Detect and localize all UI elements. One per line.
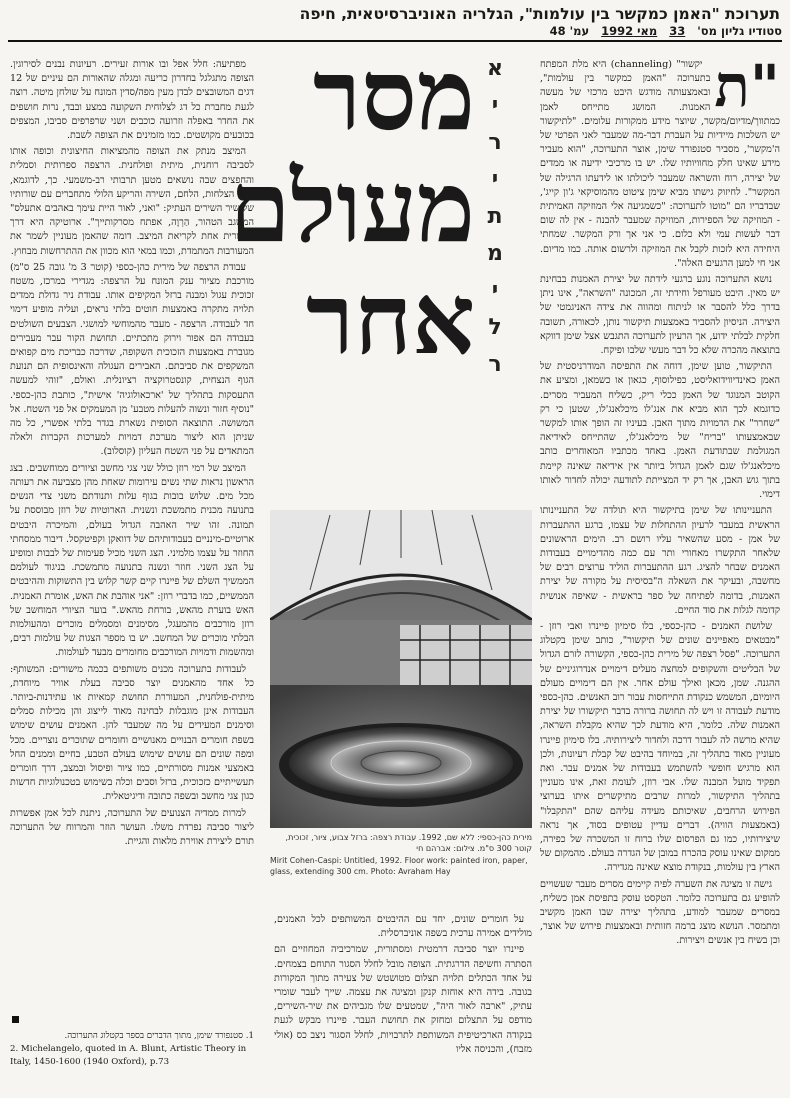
author-letter: ל [488, 315, 502, 340]
paragraph: מפתיעה: חלל אפל ובו אורות זעירים. רעיונות נבנים לסירוגין. הצופה מתגלגל בחדרון כריעה ומגלה שהאורות הם עיניים של 12 דגים המשובצים לבדן מעין מפה/סדין המונח על שולחן מיטה. רוצה לגעת מחברת כל דג לצלוחית השקועה במצע ובבד, נרות חושפים את החדר באפלה וזרועה כוכבים ושני שרפרפים סביבו, המצפים בכובעים מקושטים. כמו מזמינים את הצופה לשבת. [10, 59, 254, 142]
author-letter: י [491, 167, 499, 192]
caption-hebrew: מירית כהן-כספי: ללא שם, 1992. עבודת רצפה: ברזל צבוע, ציור, זכוכית, קוטר 300 ס"מ. צילום: אברהם חי [285, 833, 532, 853]
paragraph: נושא התערוכה נוגע ברגעי לידתה של יצירת האמנות בבחינת יש מאין. היבט מעורפל וחידתי זה, המכונה "השראה", אינו ניתן בדרך כלל להסבר או לניתוח ומהווה את צידה האניגמטי של היצירה. הניסיון להסביר באמצעות תיקשור נותן, לכאורה, תשובה חלקית לבלתי ידוע, אך הרעיון לתערוכה התגבש אצל שימן דווקא בתוצאה מהכרה שלא כל דבר מעשי שלבו ופיקח. [540, 274, 780, 357]
page-number: עמ' 48 [549, 24, 590, 38]
title-line: אחר [305, 262, 475, 377]
paragraph: גישה זו מציגה את השערה לפיה קיימים מסרים מעבר שעשויים להופיע גם בתערוכה כלומר. הטקסט עוסק בתפיסת אמן כשליח, במסרים שמעבר למודע, בתהליך יצירה שבו האמן מקשיב ומתמסר. הנושא מוצג ברמה חזותית ובאמצעות פירוש של אוצר, וכן בשיח בין אנשים ויצירות. [540, 878, 780, 947]
author-letter: מ [487, 241, 503, 266]
article-column-left [10, 58, 254, 1018]
paragraph: התיקשור, טוען שימן, דוחה את התפיסה המודרניסטית של האמן כאינדיווידואליסט, כפילוסוף, כגאון או כשמאן, ומציע את הקוטב המנוגד של האמן ככלי ריק, כשליח המעביר מסרים. כדוגמא לכך הוא מביא את אנג'לו מיכלאנג'לו, שטען כי רק "שחרר" את הדמויות מתוך האבן. בעיניו זה הופך אותו למקשר שבאמצעותו "בריח" של מיכלאנג'לו, שהתייחס לאידיאה המגולמת שבתודעת האמן. באחד מכתביו המאוחרים כותב מיכלאנג'לו שגם לאמן הגדול ביותר אין אידיאה שאינה קיימת בתוך גוש האבן, אך רק יד המצייתת לתודעה יכולה לחדור לאותו דימוי. [540, 361, 780, 501]
author-letter: א [486, 56, 504, 81]
page-header-title: תערוכת "האמן כמקשר בין עולמות", הגלריה האוניברסיטאית, חיפה [299, 5, 780, 23]
title-line: מסר [313, 38, 475, 153]
footnote: 2. Michelangelo, quoted in A. Blunt, Artistic Theory in Italy, 1450-1600 (1940 Oxford), p.73 [10, 1044, 247, 1067]
artwork-photo [270, 510, 532, 828]
photo-caption [270, 832, 532, 877]
author-byline [475, 56, 515, 496]
title-line: מעולם [229, 150, 475, 265]
drop-cap: "ת [714, 58, 780, 120]
author-letters [475, 56, 515, 377]
paragraph: לעבודות בתערוכה מכנים משותפים בכמה מישורים: המשותף: כל אחד מהאמנים יוצר סביבה בעלת אוויר מיוחדת, מיתית-פולחנית, המעוררת תחושת קמאיות או עתידנות-ביותר. העבודות אינן מוגבלות לבחינה מאוד לייצוג והן מכילות סמלים וסימנים המעידים על מה שמעבר להן. האמנים עושים שימוש בשפת חומרים הבנויים מאנושיים וחומרים שתוכרים נוצריים. מכל ומפה שונים הם עושים שימוש בעולם הטבע, בחיים וממנים החל באמצעי אמנות מסורתיים, כמו ציור ופיסול ובמצב, דרך חומרים תעשייתיים כזכוכית, ברזל וסבים וכלה בשימוש בטכנולוגיות חדשות כגון צגי מחשב ובשפה כתובה ודיגיטאלית. [10, 663, 254, 803]
studio-label: סטודיו גליון מס' [697, 24, 782, 38]
paragraph: עבודת הרצפה של מירית כהן-כספי (קוטר 3 מ' גובה 25 ס"מ) מורכבת מציור ענק המונח על הרצפה: מגדירי במרכז, משטח זכוכית עגול ומבנה ברזל המקיפים אותו. עבודת ניר גדולת ממדים תלויה מתקרה באמצעות חוטים בלתי נראים, ועליה מופיע דימוי חד לעבודה. הרצפה - מעבר מהמוחשי למושגי. הצבעים השולטים בעבודה הם אפור וירוק מתכתיים. תחושת הקור עבר מעבירים מגוברת באמצעות הזכוכית השקופה, שדרכה כבריכת מים קפואים המשקפים את סביבתם. האבירים העגולה והאינסופית הם תנועת הגוף הנצחית, קונסטרוקציה רציונלית. ואולם, "זוהי למעשה התעסקות בתהליך של 'ארכאולוגיה' אישית", כותבת כהן-כספי. "נוסיף חזור ונשוה להעלות מטבע' מן המעמקים אל פני השטח. אל המשושה. התוצאה הסופית נשארת בגדר בלתי אפשרי, כל מה שניתן הוא ליצור מערכת דמויות למערכות הקברות ולאלה המתאדים על פני השטח העליון (קוסלוב). [10, 261, 254, 458]
end-of-article-mark [12, 1016, 19, 1023]
page-header-meta [470, 24, 782, 38]
article-column-right [540, 58, 780, 1093]
article-title [229, 38, 475, 377]
paragraph: יקשור" (channeling) היא מלת המפתח בתערוכה "האמן כמקשר בין עולמות", ובאמצעותה מודגש היבט מרכזי של מעשה האמנות. המושג מתייחס לאמן כמתווך/מדיום/מקשר, שיוצר מידע ממקורות עלומים. "לתיקשור יש השלכות מיידיות על העברת דבר-מה שמעבר לאני הפרטי של ה'מקשר', מסביר סטנפורד שימן, אוצר התערוכה, "הוא מעביר מידע שאינו חלק מחוויותיו שלו. יש בו מרכיבי ידיעה או ממדים של יצירה, רוח והשראה שמעבר ליכולתו או לידעתו הרגילה של המקשר". לחיזוק גישתו מביא שימן ציטוט מהמוסיקאי ג'ון קייג', שבדבריו הם "מוטו לתערוכה: "כשמגיעה אלי המוזיקה האמיתית - המוזיקה של הספירות, המוזיקה שמעבר להבנה - אין לה שום דבר לעשות עמי ולא כלום. כי אני אך ורק המקשר. שמחתי היחידה היא לזכות לקבל את המוזיקה ולרשום אותה. כמו מדיום. אני חי למען הרגעים האלה". [540, 59, 780, 269]
paragraph: המיצב מנתק את הצופה מהמציאות החיצונית וכופה אותו לסביבה רוחנית, מיתית ופולחנית. הרצפה ספרותית וסמלית והחפצים שבה נושאים מטען תרבותי רב-משמעי. כך, לדוגמא, הדג, הצלחות, הלחם, השירה והריקע הלולי מתחברים עם שורותיו של שיר השירים העתיק: "ואני, לאור היית עימך באהבים אתעלס" המשגב הטהור, הַרְוֶה, אפתח מסרקותייך". ארוטיקה היא דרך אפשרית אחת לקריאת המיצב. דומה שהאמן מעוניין לשמר את המעורבות המתמדת, וכמו במאי הוא מכוון את ההתרחשות מבחוץ. [10, 146, 254, 257]
author-letter: י [491, 93, 499, 118]
paragraph: על חומרים שונים, יחד עם ההיבטים המשותפים לכל האמנים, מולידים אמירה ערכית בשפה אוניברסלית. [274, 914, 532, 940]
paragraph: התעניינותו של שימן בתיקשור היא תולדה של התעניינותו הראשית במעבר לרעיון ההתחלות של עצמו, ברגע ההתעברות של אמן - מסע שהשאיר עליו רושם רב. הימים הראשונים שלאחר התקשרו מאחורי ותר עם כמה מהדימויים בעבודות האמנים שבחר להציג. רגע ההתעברות הוליד ערוצים רבים של מחשבה, ובעיקר את השאלה ה"בסיסית על מקורה של יצירת האמנות, בדומה לפתיחה של ספר בראשית - שאיפה אנושית קדומה לגלות את סוד החיים. [540, 505, 780, 616]
author-letter: ר [488, 352, 502, 377]
footnotes [10, 1030, 254, 1090]
gallery-installation-image [270, 510, 532, 828]
author-letter: י [491, 278, 499, 303]
author-letter: ת [487, 204, 503, 229]
author-letter: ר [488, 130, 502, 155]
footnote: 1. סטנפורד שימן, מתוך הדברים בספר בקטלוג התערוכה. [64, 1031, 254, 1041]
issue-date: מאי 1992 [601, 24, 658, 38]
caption-english: Mirit Cohen-Caspi: Untitled, 1992. Floor work: painted iron, paper, glass, extending 300 cm. Photo: Avraham Hay [270, 856, 528, 876]
paragraph: פיינרו יוצר סביבה דרמטית ומסתורית, שמרכיביה המחוזיים הם הסתרה וחשיפה הדרגתית. הצופה מובל לחלל הסגור התוחם בצמחים. על אחד הכתלים תלויה תצלום מטושטש של צעירה מתוך המקורות בגובה. בידה היא אוחזת קנקן ומציגה את עצמה. שייך לעבר שומרי עתיק, "ארבה לאור היה", שמטעים שלו מגביהים את שיר-השירים, מודפס על התצלום ומחזק את תחושת העבר. פיינרו מבקש לגעת בנקודה הארכיטיפית המשותפת לתרבויות, לחלל הסגור ניצב כס (אולי מזבח), והכניסה אליו [274, 944, 532, 1055]
paragraph: שלושת האמנים - כהן-כספי, בלו סימיון פיינרו ואבי רוזן - "מבטאים מאפיינים שונים של תיקשור", כותב שימן בקטלוג התערוכה. "פסל רצפה של מירית כהן-כספי, הקשורה לזרם הגדול של הבליטים והשקופים למחצה מעלים דימויים אנדרוגיניים של ההגנה. שמן, מכאן ואילך עולם אחר. אין הם דימויים מעולם היומיום, המשמש כנקודת התייחסות עבור רוב האנשים. כהן-כספי מודעת לעבודה זו ויש לה תחושה ברורה בדבר תיקשורו של יצירת האמנות שלה. כלומר, היא מודעת לכך שהיא מקבלת השראה, שהיא מרשה לה לעבור דרכה ולחדור ליצירותיה. בלו סימיון פיינרו מעוניין מאוד בתהליך זה, במיוחד בהיבט של קבלת רעיונות, ולכן הוא מרגיש חופשי להשתמש בעבודות של אמנים עבר. ואת תפקיד מועל המבנה שלו. אבי רוזן, לעומת זאת, אינו מעוניין בתהליך התיקשור, למרות שרבים מתיקשרים איתו בערוצי הפירוש הרחבים, שאיכותם מעידה עליהם שהם "התקבלו" (באמצעות הוויה). דברים עדיין עטופים בסוד, אך נראה שיצירותיו, כמו גם הפרסום שלו ברוח זו המשכרה של כפירה, ממקום שאינו עוסק בהכרח במובן של הגדרה בעולם. מהמקום של הארץ בין עולמות, בנקודת מוצא שאינה מגדירה. [540, 620, 780, 874]
issue-number: 33 [669, 24, 686, 38]
paragraph: המיצב של רמי רוזן כולל שני צגי מחשב וציורים ממוחשבים. בצג הראשון נראות שתי נשים עירומות שאחת מהן מצביעה את רעותה מכל מים. שלוש בובות בגוף עלות ותנודתם משני צדי הנשים בתנועה מכנית מתמשכת ונשנית. הארוטיות של רוזן מבוססת על תמונה. זהו שיר האהבה הגדול בעולם, והמיכרה היבטים ארוטיים-מינניים בעבודותיהם של דוואקן וקפיטקסל. דיבור ממסחתי החוזר על עצמו מלמיני. הצג השני מכיל פעימות של לבבות ומופיע על הצג השני. חוזר ונשנה בתנועה מתמשכת. בניגוד לעולמם הממשיך השלם של פיינרו קיים קשר קלוש בין התשוקות וההיבטים הממשיים, כמו בדברי רוזן: "אני אוהבת את האש, אומרת האמנית. האש בוערת מהאש, בורחת מהאש." בוער הציורי המוחשב של רוזן מורכבים מהמעגל, מסימנים ומסמלים מוכרים ומהעולמות הבלתי מוכרים של המחשב. יש בו מספר הצגות של עולמות רבים, ומהשמות ודמויות המורכבים מחומרים מבעד לעולמות. [10, 462, 254, 659]
paragraph: למרות ממדיה הצנועים של התערוכה, ניתנת לכל אמן אפשרות ליצור סביבה נפרדת משלו. העושר הוזר והמרווח של התערוכה תורם ליצירת אווירת מלאות והגיית. [10, 807, 254, 847]
article-column-middle [274, 913, 532, 1093]
